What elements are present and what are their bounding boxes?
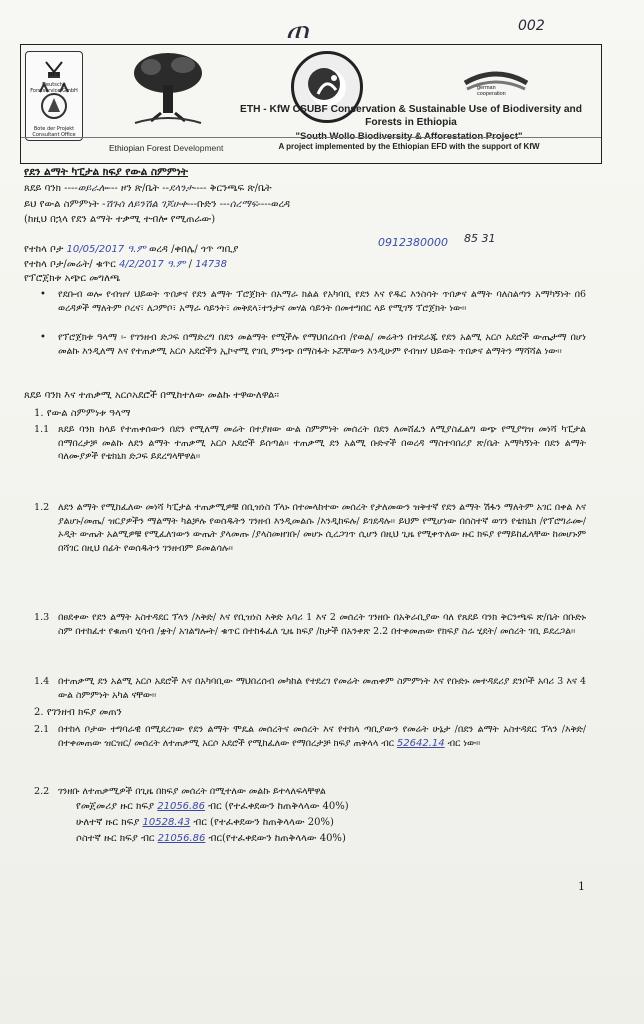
handwritten-top-mark: ጠ (286, 12, 310, 45)
efd-label-part-1: Ethiopian Forest (109, 143, 174, 153)
handwritten-sig-3: ሰረማፍ (229, 199, 258, 210)
section-2-2-number: 2.2 (34, 786, 50, 797)
letterhead-title: ETH - KfW CSUBF Conservation & Sustainable Use of Biodiversity and Forests in Ethiopia (240, 104, 582, 128)
bullet-1-text: የደቡብ ወሎ የብዝሃ ህይወት ጥበቃና የደን ልማት ፕሮጀክት በአማራ ክልል የአካባቢ የደን እና የዱር እንስሳት ጥበቃና ልማት ባለስልጣን አማካኝነት በ6 ወረዳዎች ማለትም ቦረና፣ ለጋምቦ፣ አማራ ሳይንት፣ መቅደላ፣ተንታና መሃል ሳይንት በመተግበር ላይ የሚገኝ ፕሮጀክት ነው፡፡ (58, 289, 586, 314)
form-line-5: የተከላ ቦታ/መሬት/ ቁጥር 4/2/2017 ዓ.ም / 14738 (24, 259, 227, 270)
project-summary-heading: የፕሮጀክቱ አጭር መግለጫ (24, 273, 121, 284)
dfs-logo-label: DFS (48, 72, 60, 78)
kebele-label: ወረዳ /ቀበሌ/ ጎጥ ጣቢያ (145, 244, 239, 255)
page-number: 1 (578, 880, 585, 893)
section-2-1-end: ብር ነው፡፡ (444, 737, 481, 749)
branch-office-label: ---- ቅርንጫፍ ጽ/ቤት (193, 183, 272, 194)
section-1-2-text: ለደን ልማት የሚከፈለው መነሻ ካፒታል ተጠቃሚዎቹ በቢዝነስ ፕላኑ በተመላከተው መሰረት የታለመውን ዝቅተኛ የደን ልማት ሽፋን ማለትም አገር በቀል እና ያልሆኑ/መጤ/ ዝርያዎችን ማልማት ካልቻሉ የወሰዱትን ገንዘብ እንዲመልሱ /እንዲከፍሉ/ ይገደዳሉ፡፡ ይህም የሚሆነው በሰስተኛ ወገን የቴክኒክ /የፕሮግራሙ/ኦዲት ውጤት አልሚዎቹ የሚፈለገውን ውጤት ያላመጡ /ያላስመዘገቡ/ መሆኑ ሲረጋገጥ ሲሆን በዚህ ጊዜ የሚቀጥለው ዙር ክፍያ የማይከፈላቸው ከመሆኑም በሻገር በዚህ በፊት የወሰዱትን ገንዘብም ይመልሳሉ፡፡ (58, 502, 586, 554)
payment-1 (76, 801, 349, 812)
bullet-dot-2: • (40, 332, 46, 343)
handwritten-phone-extra: 85 31 (464, 232, 496, 245)
section-1-1-text: ጸደይ ባንክ ከላይ የተጠቀሰውን በደን የሚለማ መሬት በተያዘው ውል ስምምነት መሰረት በደን ለመሸፈን ለሚያስፈልግ ወጭ የሚያግዝ መነሻ ካፒታል በማበረታቻ መልኩ ለደን ልማት ተጠቃሚ አርሶ አደሮች ይሰጣል፡፡ ተጠቃሚ ደን አልሚ ቡድኖች በወረዳ ማስተባበሪያ ጽ/ቤት አማካኝነት በደን ልማት ባለሙያዎች የቴክኒክ ድጋፍ ይደረግላቸዋል፡፡ (58, 424, 586, 462)
payment-2-label: ሁለተኛ ዙር ክፍያ (76, 817, 143, 828)
section-1-2-number: 1.2 (34, 502, 50, 513)
section-2-heading: 2. የገንዘብ ክፍያ መጠን (34, 707, 122, 718)
section-1-4-number: 1.4 (34, 676, 50, 687)
efd-label (109, 143, 223, 153)
letterhead-implemented-by: A project implemented by the Ethiopian EFD with the support of KfW (278, 142, 540, 151)
handwritten-phone: 0912380000 (378, 236, 448, 249)
form-line-1 (24, 183, 272, 194)
bullet-dot-1: • (40, 289, 46, 300)
payment-2-percent: ብር (የተፈቀደውን ከጠቅላላው 20%) (190, 817, 334, 828)
section-2-1-body: በተከላ ቦታው ተግባራዊ በሚደረገው የደን ልማት ሞዴል መሰረትና መሰረት እና የተከላ ጣቢያውን የመሬት ሁኔታ /በደን ልማት አስተዳደር ፕላን /እቅድ/ በተቀመጠው ዝርዝር/ መሰረት ለተጠቃሚ አርሶ አደሮች የሚከፈለው የማበረታቻ ክፍያ ጠቅላላ ብር (58, 724, 586, 749)
section-2-1-number: 2.1 (34, 724, 50, 735)
efd-tree-logo-icon (131, 49, 205, 131)
handwritten-amount-1: 21056.86 (157, 801, 205, 812)
bank-label: ጸደይ ባንክ ---- (24, 183, 78, 194)
section-1-1-number: 1.1 (34, 424, 50, 435)
handwritten-sig-1: ወይራሎ (77, 183, 108, 194)
efd-label-part-2: Development (173, 143, 224, 153)
handwritten-amount-2: 10528.43 (142, 817, 191, 828)
section-1-heading: 1. የውል ስምምነቱ ዓላማ (34, 408, 131, 419)
letterhead-subtitle (229, 131, 589, 151)
group-label: ---ቡድን --- (186, 199, 230, 210)
handwritten-amount-3: 21056.86 (157, 833, 206, 844)
section-1-3-text: በፀደቀው የደን ልማት አስተዳደር ፕላን /እቅድ/ እና የቢዝነስ እቅድ አባሪ 1 እና 2 መሰረት ገንዘቡ በአቅራቢያው ባለ የጸደይ ባንክ ቅርንጫፍ ጽ/ቤት በቡድኑ ስም በተከፈተ የቁጠባ ሂሳብ /ቋት/ አገልግሎት/ ቁጥር በተከፋፈለ ጊዜ ክፍያ /ከታች በአንቀጽ 2.2 በተቀመጠው የክፍያ ስራ ሂደት/ መሰረት ገቢ ይደረጋል፡፡ (58, 612, 586, 637)
dfs-logo-line-1: Deutsche Forstservice GmbH (30, 82, 78, 94)
section-1-4-text: በተጠቃሚ ደን አልሚ አርሶ አደሮች እና በአካባቢው ማህበረሰብ መካከል የተደረገ የመሬት መጠቀም ስምምነት እና የቡድኑ መተዳደሪያ ደንቦች አባሪ 3 እና 4 ውል ስምምነት አካል ናቸው፡፡ (58, 676, 586, 701)
bullet-2-text: የፕሮጀክቱ ዓላማ ፡- የገንዘብ ድጋፍ በማድረግ በደን መልማት የሚችሉ የማህበረሰብ /የወል/ መሬትን በተደራጁ የደን አልሚ አርሶ አደሮች ውጤታማ በሆነ መልኩ እንዲለማ እና የተጠቃሚ አርሶ አደሮችን ኢኮኖሚ የገቢ ምንጭ በማስፋት ኑሯቸውን እንዲሁም የብዝሃ ህይወት ጥበቃና ልማትን ማሻሻል ነው፡፡ (58, 332, 586, 357)
plot-number-label: የተከላ ቦታ/መሬት/ ቁጥር (24, 259, 119, 270)
form-title: የደን ልማት ካፒታል ክፍያ የውል ስምምነት (24, 166, 188, 178)
german-cooperation-label: german cooperation (477, 85, 506, 97)
payment-3 (76, 833, 346, 844)
intro-line: ጸደይ ባንክ እና ተጠቃሚ አርሶአደሮች በሚከተለው መልኩ ተዋውለዋል፡፡ (24, 390, 280, 401)
form-line-3: (ከዚህ በኋላ የደን ልማት ተቃሚ ተብሎ የሚጠራው) (24, 214, 216, 225)
form-line-4 (24, 244, 238, 255)
payment-2 (76, 817, 334, 828)
section-2-2-text: ገንዘቡ ለተጠቃሚዎች በጊዜ በክፍያ መሰረት በሚተለው መልኩ ይተላለፍላቸዋል (58, 786, 326, 797)
planting-site-label: የተከላ ቦታ (24, 244, 67, 255)
dfs-logo (25, 51, 83, 141)
district-label: ----ወረዳ (257, 199, 290, 210)
handwritten-sig-4: ሽጉሰ ለይንሽል ገጆሁቀ (105, 199, 187, 210)
zone-office-label: --- ዞን ጽ/ቤት -- (107, 183, 170, 194)
agreement-label: ይህ የውል ስምምነት - (24, 199, 106, 210)
handwritten-sig-2: ደላንታ (169, 183, 194, 194)
handwritten-total-amount: 52642.14 (396, 737, 445, 749)
handwritten-page-number: 002 (518, 18, 545, 34)
section-1-3-number: 1.3 (34, 612, 50, 623)
letterhead-project-name: "South Wollo Biodiversity & Afforestation Project" (295, 131, 523, 142)
payment-1-percent: ብር (የተፈቀደውን ከጠቅላላው 40%) (204, 801, 349, 812)
section-2-1-text (58, 723, 586, 750)
handwritten-id: 14738 (195, 259, 227, 270)
dfs-logo-line-2: Bote der Projekt Consultant Office (32, 126, 76, 138)
payment-3-label: ሶስተኛ ዙር ክፍያ ብር (76, 833, 158, 844)
payment-1-label: የመጀመሪያ ዙር ክፍያ (76, 801, 158, 812)
payment-3-percent: ብር(የተፈቀደውን ከጠቅላላው 40%) (205, 833, 346, 844)
form-line-2 (24, 199, 290, 210)
handwritten-date-1: 10/05/2017 ዓ.ም (66, 244, 146, 255)
handwritten-date-2: 4/2/2017 ዓ.ም (118, 259, 186, 270)
letterhead (20, 44, 602, 164)
